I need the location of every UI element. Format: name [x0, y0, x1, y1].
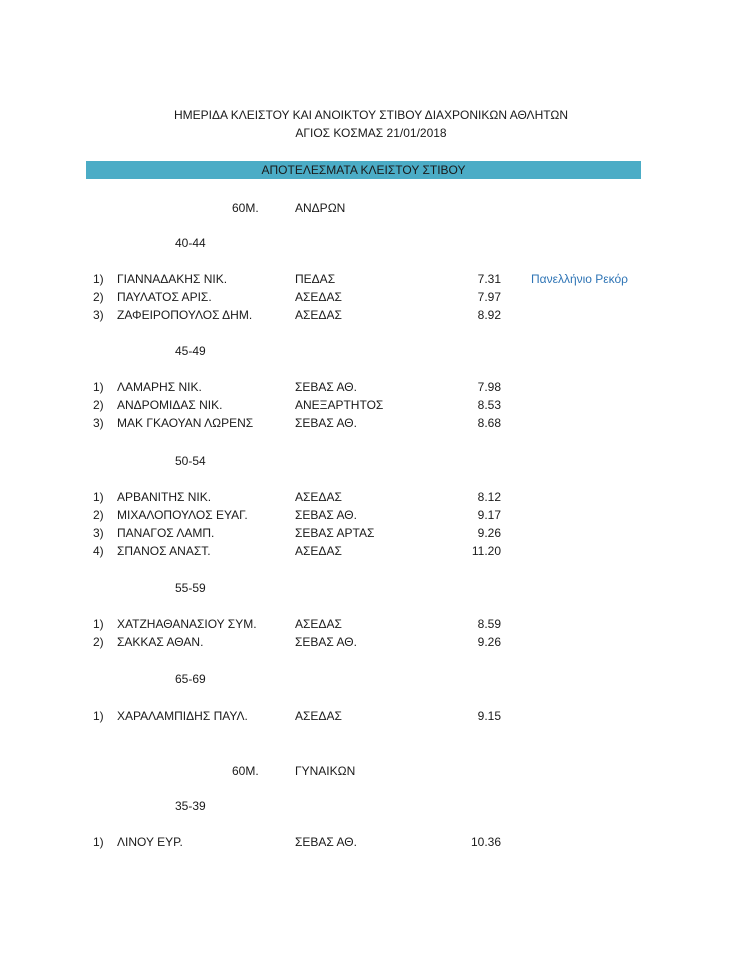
athlete-name: ΖΑΦΕΙΡΟΠΟΥΛΟΣ ΔΗΜ. [117, 308, 253, 322]
athlete-name: ΑΡΒΑΝΙΤΗΣ ΝΙΚ. [117, 490, 212, 504]
club-name: ΑΣΕΔΑΣ [295, 544, 342, 558]
age-group-label: 45-49 [175, 344, 206, 358]
result-row [0, 508, 742, 524]
result-row [0, 617, 742, 633]
result-time: 7.97 [477, 290, 501, 304]
club-name: ΣΕΒΑΣ ΑΘ. [295, 416, 357, 430]
club-name: ΑΣΕΔΑΣ [295, 308, 342, 322]
document-subtitle: ΑΓΙΟΣ ΚΟΣΜΑΣ 21/01/2018 [295, 126, 447, 140]
result-row [0, 526, 742, 542]
result-time: 8.59 [477, 617, 501, 631]
result-rank: 2) [93, 290, 104, 304]
result-row [0, 272, 742, 288]
result-time: 7.31 [477, 272, 501, 286]
result-row [0, 290, 742, 306]
result-row [0, 308, 742, 324]
result-time: 8.12 [477, 490, 501, 504]
result-time: 10.36 [470, 835, 501, 849]
club-name: ΑΣΕΔΑΣ [295, 290, 342, 304]
result-rank: 3) [93, 526, 104, 540]
club-name: ΑΣΕΔΑΣ [295, 490, 342, 504]
result-time: 9.26 [477, 635, 501, 649]
age-group-label: 55-59 [175, 581, 206, 595]
result-rank: 3) [93, 308, 104, 322]
result-rank: 1) [93, 490, 104, 504]
age-group-label: 65-69 [175, 672, 206, 686]
athlete-name: ΧΑΤΖΗΑΘΑΝΑΣΙΟΥ ΣΥΜ. [117, 617, 257, 631]
age-group-label: 50-54 [175, 454, 206, 468]
result-time: 8.68 [477, 416, 501, 430]
section-banner: ΑΠΟΤΕΛΕΣΜΑΤΑ ΚΛΕΙΣΤΟΥ ΣΤΙΒΟΥ [86, 161, 641, 179]
result-time: 9.17 [477, 508, 501, 522]
result-rank: 1) [93, 380, 104, 394]
club-name: ΣΕΒΑΣ ΑΘ. [295, 835, 357, 849]
club-name: ΑΝΕΞΑΡΤΗΤΟΣ [295, 398, 384, 412]
event-distance: 60Μ. [232, 764, 259, 778]
athlete-name: ΣΑΚΚΑΣ ΑΘΑΝ. [117, 635, 204, 649]
athlete-name: ΠΑΝΑΓΟΣ ΛΑΜΠ. [117, 526, 215, 540]
club-name: ΠΕΔΑΣ [295, 272, 336, 286]
result-rank: 3) [93, 416, 104, 430]
result-time: 7.98 [477, 380, 501, 394]
result-row [0, 635, 742, 651]
age-group-label: 40-44 [175, 236, 206, 250]
athlete-name: ΛΑΜΑΡΗΣ ΝΙΚ. [117, 380, 202, 394]
result-rank: 2) [93, 398, 104, 412]
result-row [0, 380, 742, 396]
athlete-name: ΣΠΑΝΟΣ ΑΝΑΣΤ. [117, 544, 211, 558]
age-group-label: 35-39 [175, 799, 206, 813]
club-name: ΣΕΒΑΣ ΑΡΤΑΣ [295, 526, 375, 540]
result-rank: 4) [93, 544, 104, 558]
result-rank: 1) [93, 272, 104, 286]
result-rank: 1) [93, 835, 104, 849]
result-time: 9.15 [477, 709, 501, 723]
athlete-name: ΑΝΔΡΟΜΙΔΑΣ ΝΙΚ. [117, 398, 223, 412]
event-category: ΓΥΝΑΙΚΩΝ [295, 764, 356, 778]
result-rank: 2) [93, 635, 104, 649]
result-rank: 1) [93, 709, 104, 723]
result-time: 9.26 [477, 526, 501, 540]
record-note: Πανελλήνιο Ρεκόρ [531, 272, 629, 286]
result-rank: 1) [93, 617, 104, 631]
document-title: ΗΜΕΡΙΔΑ ΚΛΕΙΣΤΟΥ ΚΑΙ ΑΝΟΙΚΤΟΥ ΣΤΙΒΟΥ ΔΙΑΧΡΟΝΙΚΩΝ ΑΘΛΗΤΩΝ [174, 108, 568, 122]
athlete-name: ΛΙΝΟΥ ΕΥΡ. [117, 835, 183, 849]
result-time: 11.20 [471, 544, 501, 558]
result-row [0, 835, 742, 851]
athlete-name: ΓΙΑΝΝΑΔΑΚΗΣ ΝΙΚ. [117, 272, 228, 286]
event-category: ΑΝΔΡΩΝ [295, 201, 346, 215]
result-row [0, 416, 742, 432]
club-name: ΣΕΒΑΣ ΑΘ. [295, 380, 357, 394]
athlete-name: ΜΙΧΑΛΟΠΟΥΛΟΣ ΕΥΑΓ. [117, 508, 248, 522]
event-distance: 60Μ. [232, 201, 259, 215]
athlete-name: ΧΑΡΑΛΑΜΠΙΔΗΣ ΠΑΥΛ. [117, 709, 248, 723]
result-row [0, 544, 742, 560]
athlete-name: ΠΑΥΛΑΤΟΣ ΑΡΙΣ. [117, 290, 212, 304]
result-row [0, 398, 742, 414]
result-rank: 2) [93, 508, 104, 522]
club-name: ΣΕΒΑΣ ΑΘ. [295, 508, 357, 522]
athlete-name: ΜΑΚ ΓΚΑΟΥΑΝ ΛΩΡΕΝΣ [117, 416, 254, 430]
result-time: 8.92 [477, 308, 501, 322]
club-name: ΣΕΒΑΣ ΑΘ. [295, 635, 357, 649]
club-name: ΑΣΕΔΑΣ [295, 617, 342, 631]
result-row [0, 490, 742, 506]
club-name: ΑΣΕΔΑΣ [295, 709, 342, 723]
result-time: 8.53 [477, 398, 501, 412]
result-row [0, 709, 742, 725]
